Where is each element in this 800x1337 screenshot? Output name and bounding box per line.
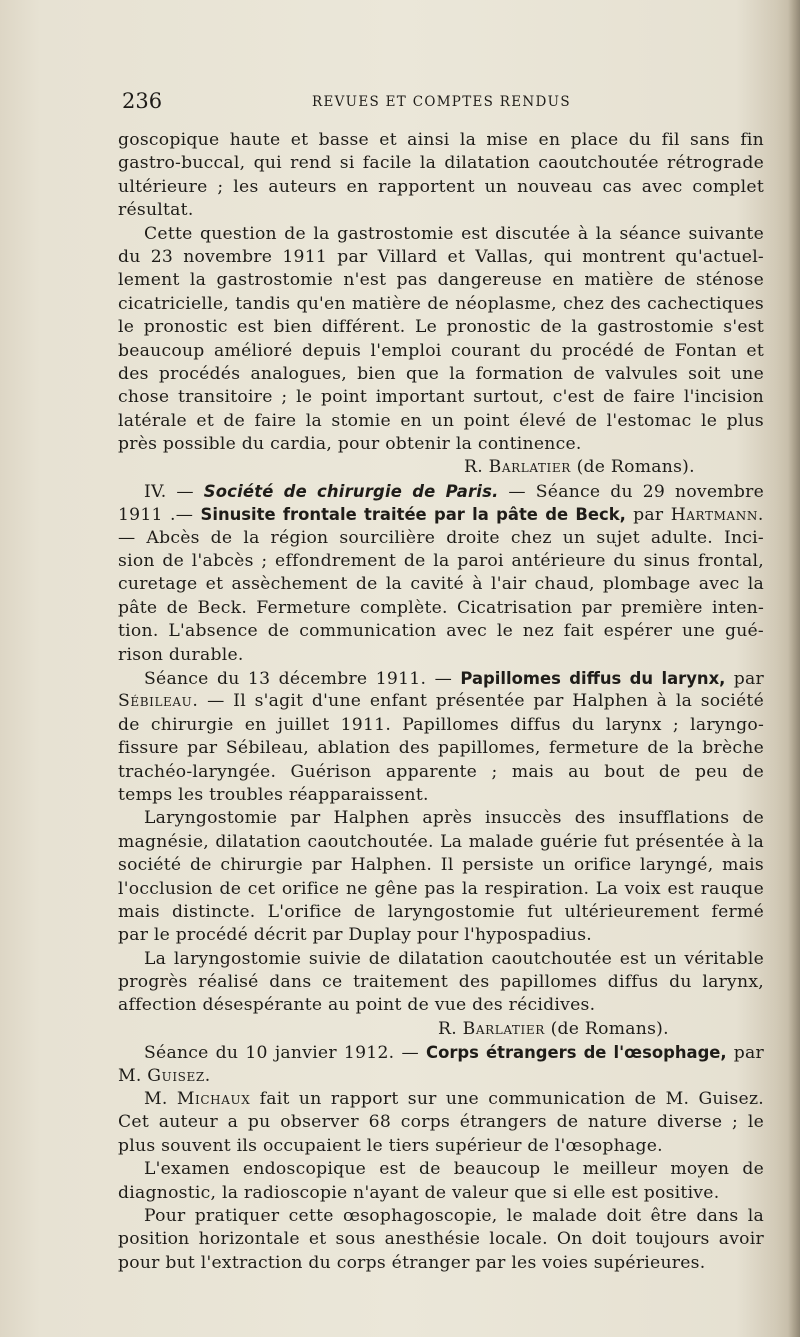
text-line	[118, 503, 764, 526]
text-line	[118, 948, 764, 971]
text-line	[118, 176, 764, 199]
text-line	[118, 386, 764, 409]
text-line	[118, 901, 764, 924]
text-span: M.	[118, 1065, 148, 1086]
text-line	[118, 1182, 764, 1205]
text-span: affection désespérante au point de vue des récidives.	[118, 995, 596, 1016]
text-span: M.	[144, 1089, 177, 1110]
text-span: — Abcès de la région sourcilière droite chez un sujet adulte. Inci-	[118, 527, 764, 548]
article-title: Sinusite frontale traitée par la pâte de Beck,	[200, 505, 626, 525]
text-line	[118, 690, 764, 713]
author-signature	[118, 1018, 764, 1041]
text-span: L'examen endoscopique est de beaucoup le meilleur moyen de	[144, 1159, 764, 1180]
running-title: REVUES ET COMPTES RENDUS	[312, 94, 571, 110]
text-span: du 23 novembre 1911 par Villard et Vallas, qui montrent qu'actuel-	[118, 246, 764, 267]
text-span: — Séance du 29 novembre	[498, 481, 764, 502]
text-line	[118, 620, 764, 643]
text-line	[118, 152, 764, 175]
text-span: 1911 .—	[118, 505, 201, 526]
text-span: des procédés analogues, bien que la formation de valvules soit une	[118, 363, 764, 384]
text-span: Laryngostomie par Halphen après insuccès des insufflations de	[144, 808, 764, 829]
text-span: par	[625, 505, 671, 526]
page-header	[122, 88, 762, 116]
text-span: IV. —	[144, 481, 204, 502]
text-line	[118, 223, 764, 246]
text-span: près possible du cardia, pour obtenir la continence.	[118, 434, 582, 455]
text-line	[118, 573, 764, 596]
text-span: Barlatier	[462, 1018, 545, 1039]
text-span: fissure par Sébileau, ablation des papillomes, fermeture de la brèche	[118, 738, 764, 759]
text-line	[118, 550, 764, 573]
text-span: de chirurgie en juillet 1911. Papillomes diffus du larynx ; laryngo-	[118, 714, 764, 735]
text-span: curetage et assèchement de la cavité à l'air chaud, plombage avec la	[118, 574, 764, 595]
text-span: goscopique haute et basse et ainsi la mise en place du fil sans fin	[118, 130, 764, 150]
text-line	[118, 807, 764, 830]
text-line	[118, 1111, 764, 1134]
society-title: Société de chirurgie de Paris.	[203, 481, 499, 501]
text-span: Cette question de la gastrostomie est discutée à la séance suivante	[144, 223, 764, 244]
text-line	[118, 246, 764, 269]
text-line	[118, 784, 764, 807]
text-span: La laryngostomie suivie de dilatation caoutchoutée est un véritable	[144, 948, 764, 969]
text-line	[118, 761, 764, 784]
text-span: R.	[438, 1018, 463, 1039]
text-line	[118, 433, 764, 456]
text-span: gastro-buccal, qui rend si facile la dilatation caoutchoutée rétrograde	[118, 153, 764, 174]
text-span: R.	[464, 457, 489, 478]
text-span: position horizontale et sous anesthésie locale. On doit toujours avoir	[118, 1229, 764, 1250]
text-line	[118, 878, 764, 901]
text-span: Pour pratiquer cette œsophagoscopie, le malade doit être dans la	[144, 1205, 764, 1226]
text-span: par	[726, 1043, 764, 1064]
text-span: Guisez.	[147, 1065, 211, 1086]
section-heading-line	[118, 480, 764, 503]
text-line	[118, 410, 764, 433]
text-span: lement la gastrostomie n'est pas dangereuse en matière de sténose	[118, 270, 764, 291]
text-line	[118, 597, 764, 620]
text-span: Barlatier	[488, 457, 571, 478]
text-line	[118, 1065, 764, 1088]
text-span: Séance du 13 décembre 1911. —	[144, 668, 461, 689]
text-span: Séance du 10 janvier 1912. —	[144, 1043, 427, 1064]
text-span: fait un rapport sur une communication de M. Guisez.	[250, 1089, 764, 1110]
text-span: résultat.	[118, 200, 194, 221]
text-span: cicatricielle, tandis qu'en matière de néoplasme, chez des cachectiques	[118, 293, 764, 314]
article-title: Papillomes diffus du larynx,	[460, 668, 726, 688]
text-span: sion de l'abcès ; effondrement de la paroi antérieure du sinus frontal,	[118, 551, 764, 572]
text-span: Sébileau.	[118, 691, 199, 712]
text-line	[118, 854, 764, 877]
text-span: Hartmann.	[670, 505, 764, 526]
text-span: plus souvent ils occupaient le tiers supérieur de l'œsophage.	[118, 1135, 663, 1156]
text-span: beaucoup amélioré depuis l'emploi courant du procédé de Fontan et	[118, 340, 764, 361]
text-span: temps les troubles réapparaissent.	[118, 784, 429, 805]
text-line	[118, 340, 764, 363]
text-line	[118, 1228, 764, 1251]
text-span: ultérieure ; les auteurs en rapportent un nouveau cas avec complet	[118, 176, 764, 197]
text-span: par le procédé décrit par Duplay pour l'hypospadius.	[118, 925, 593, 946]
text-line	[118, 199, 764, 222]
text-line	[118, 924, 764, 947]
text-span: Cet auteur a pu observer 68 corps étrangers de nature diverse ; le	[118, 1112, 764, 1133]
article-body	[118, 129, 764, 1275]
text-span: pour but l'extraction du corps étranger par les voies supérieures.	[118, 1252, 706, 1273]
text-span: chose transitoire ; le point important surtout, c'est de faire l'incision	[118, 387, 764, 408]
text-line	[118, 269, 764, 292]
text-span: le pronostic est bien différent. Le pronostic de la gastrostomie s'est	[118, 317, 764, 338]
text-line	[118, 1041, 764, 1064]
text-span: magnésie, dilatation caoutchoutée. La malade guérie fut présentée à la	[118, 831, 764, 852]
text-line	[118, 363, 764, 386]
text-line	[118, 831, 764, 854]
text-line	[118, 1158, 764, 1181]
author-signature	[118, 456, 764, 479]
text-span: diagnostic, la radioscopie n'ayant de valeur que si elle est positive.	[118, 1182, 720, 1203]
text-span: Michaux	[176, 1089, 251, 1110]
text-span: pâte de Beck. Fermeture complète. Cicatrisation par première inten-	[118, 597, 764, 618]
text-span: (de Romans).	[570, 457, 695, 478]
text-span: tion. L'absence de communication avec le nez fait espérer une gué-	[118, 621, 764, 642]
text-span: mais distincte. L'orifice de laryngostomie fut ultérieurement fermé	[118, 901, 764, 922]
text-span: par	[725, 668, 764, 689]
text-line	[118, 316, 764, 339]
article-title: Corps étrangers de l'œsophage,	[426, 1043, 727, 1063]
text-line	[118, 293, 764, 316]
text-line	[118, 527, 764, 550]
text-line	[118, 129, 764, 152]
text-line	[118, 994, 764, 1017]
text-span: société de chirurgie par Halphen. Il persiste un orifice laryngé, mais	[118, 855, 764, 876]
text-span: rison durable.	[118, 644, 244, 665]
text-span: — Il s'agit d'une enfant présentée par Halphen à la société	[198, 691, 764, 712]
text-span: (de Romans).	[544, 1018, 669, 1039]
text-span: trachéo-laryngée. Guérison apparente ; mais au bout de peu de	[118, 761, 764, 782]
text-span: l'occlusion de cet orifice ne gêne pas la respiration. La voix est rauque	[118, 878, 764, 899]
text-line	[118, 1135, 764, 1158]
text-line	[118, 714, 764, 737]
text-line	[118, 971, 764, 994]
text-span: progrès réalisé dans ce traitement des papillomes diffus du larynx,	[118, 972, 764, 993]
text-line	[118, 1252, 764, 1275]
text-line	[118, 644, 764, 667]
text-span: latérale et de faire la stomie en un point élevé de l'estomac le plus	[118, 410, 764, 431]
text-line	[118, 667, 764, 690]
text-line	[118, 737, 764, 760]
text-line	[118, 1088, 764, 1111]
page-number: 236	[122, 89, 163, 113]
text-line	[118, 1205, 764, 1228]
page-edge-shadow	[788, 0, 800, 1337]
